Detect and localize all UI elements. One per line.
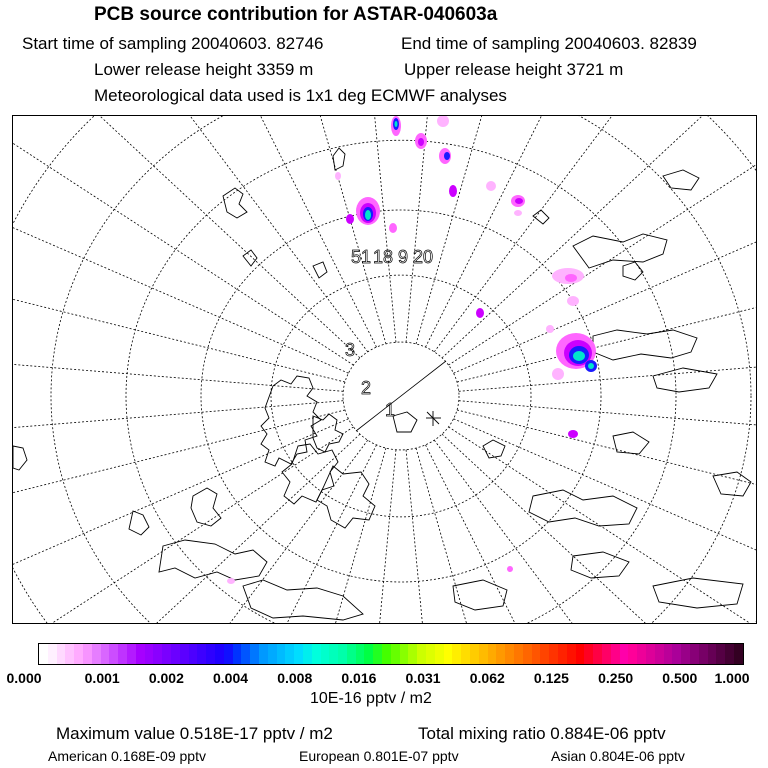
plume-patch — [449, 185, 457, 197]
colorbar-cell — [611, 644, 620, 664]
upper-release-height-label: Upper release height 3721 m — [404, 60, 624, 79]
plume-patch — [568, 430, 578, 438]
meridian-line — [426, 116, 756, 347]
colorbar-cell — [602, 644, 611, 664]
overlay-label: 18 — [373, 247, 394, 267]
colorbar-cell — [593, 644, 602, 664]
meridian-line — [21, 116, 377, 347]
colorbar-cell — [549, 644, 558, 664]
colorbar-cell — [83, 644, 92, 664]
end-time-label: End time of sampling 20040603. 82839 — [401, 34, 697, 53]
plume-patch — [335, 172, 341, 180]
colorbar-cell — [136, 644, 145, 664]
colorbar-cell — [285, 644, 294, 664]
meridian-line — [454, 116, 756, 373]
trajectory-lines — [426, 411, 441, 426]
colorbar-cell — [470, 644, 479, 664]
colorbar-cell — [215, 644, 224, 664]
colorbar-cell — [523, 644, 532, 664]
plume-patch — [546, 325, 554, 333]
colorbar-cell — [101, 644, 110, 664]
colorbar-cell — [699, 644, 708, 664]
colorbar-cell — [241, 644, 250, 664]
colorbar-cell — [356, 644, 365, 664]
lower-release-height-label: Lower release height 3359 m — [94, 60, 314, 79]
plume-patch — [486, 181, 496, 191]
colorbar-cell — [681, 644, 690, 664]
colorbar-tick-label: 1.000 — [714, 670, 750, 686]
colorbar-cell — [171, 644, 180, 664]
meridian-line — [457, 179, 756, 382]
colorbar-cell — [725, 644, 734, 664]
plume-patch — [567, 296, 579, 306]
plume-patch — [346, 214, 354, 224]
colorbar-cell — [162, 644, 171, 664]
colorbar-tick-label: 0.004 — [213, 670, 249, 686]
colorbar-cell — [277, 644, 286, 664]
meridian-line — [426, 445, 756, 623]
colorbar-tick-label: 0.001 — [84, 670, 120, 686]
map-canvas — [13, 116, 756, 623]
american-contribution-label: American 0.168E-09 pptv — [48, 748, 206, 764]
meridian-line — [459, 401, 756, 469]
colorbar-cell — [127, 644, 136, 664]
plume-patch — [418, 138, 424, 146]
colorbar-cell — [180, 644, 189, 664]
latitude-circle — [13, 116, 756, 623]
meridian-line — [449, 116, 756, 365]
plume-patch — [444, 152, 450, 160]
plume-patch — [476, 308, 484, 318]
plume-patch — [507, 566, 513, 572]
overlay-label: 20 — [413, 247, 434, 267]
plume-patch — [552, 368, 564, 380]
colorbar-cell — [690, 644, 699, 664]
colorbar-cell — [646, 644, 655, 664]
meridian-line — [13, 116, 348, 373]
colorbar-tick-label: 0.002 — [148, 670, 184, 686]
colorbar-tick-label: 0.008 — [277, 670, 313, 686]
overlay-label: 51 — [351, 247, 372, 267]
plume-patch — [514, 210, 522, 216]
colorbar-cell — [584, 644, 593, 664]
colorbar-cell — [734, 644, 743, 664]
colorbar-tick-label: 0.000 — [6, 670, 42, 686]
colorbar-cell — [338, 644, 347, 664]
meridian-line — [13, 116, 360, 358]
colorbar-cell — [558, 644, 567, 664]
meridian-line — [13, 410, 345, 613]
meridian-line — [323, 450, 396, 623]
colorbar-cell — [250, 644, 259, 664]
colorbar-cell — [391, 644, 400, 664]
colorbar-cell — [206, 644, 215, 664]
overlay-label: 2 — [361, 378, 372, 398]
plume-patch — [573, 351, 585, 361]
meteorological-data-label: Meteorological data used is 1x1 deg ECMWF analyses — [94, 86, 507, 105]
colorbar-cell — [637, 644, 646, 664]
colorbar-cell — [145, 644, 154, 664]
meridian-line — [323, 116, 396, 342]
colorbar-tick-label: 0.500 — [662, 670, 698, 686]
colorbar-cell — [189, 644, 198, 664]
colorbar-cell — [347, 644, 356, 664]
colorbar-cell — [364, 644, 373, 664]
map-overlay-labels — [345, 247, 433, 420]
colorbar-cell — [488, 644, 497, 664]
colorbar-tick-label: 0.062 — [469, 670, 505, 686]
colorbar-cell — [294, 644, 303, 664]
coastlines — [13, 148, 751, 620]
latitude-circle — [126, 140, 676, 623]
colorbar-cell — [655, 644, 664, 664]
latitude-circle — [51, 116, 751, 623]
colorbar-cell — [233, 644, 242, 664]
colorbar-cell — [400, 644, 409, 664]
meridian-line — [13, 419, 348, 623]
meridian-line — [13, 434, 360, 623]
colorbar-cell — [514, 644, 523, 664]
colorbar-tick-label: 0.016 — [341, 670, 377, 686]
colorbar-tick-label: 0.250 — [598, 670, 634, 686]
colorbar-cell — [417, 644, 426, 664]
colorbar-cell — [382, 644, 391, 664]
colorbar-cell — [567, 644, 576, 664]
colorbar-cell — [532, 644, 541, 664]
colorbar-cell — [57, 644, 66, 664]
meridian-line — [449, 427, 756, 623]
polar-map — [12, 115, 757, 624]
meridian-line — [21, 445, 377, 623]
colorbar-cell — [92, 644, 101, 664]
colorbar-cell — [48, 644, 57, 664]
plume-patch — [565, 274, 577, 282]
colorbar-cell — [65, 644, 74, 664]
colorbar-cell — [426, 644, 435, 664]
colorbar-cell — [74, 644, 83, 664]
colorbar-cell — [496, 644, 505, 664]
asian-contribution-label: Asian 0.804E-06 pptv — [551, 748, 685, 764]
plume-patch — [588, 363, 594, 369]
colorbar-cell — [672, 644, 681, 664]
meridian-line — [459, 323, 756, 391]
colorbar-cell — [373, 644, 382, 664]
meridian-line — [13, 116, 356, 365]
meridian-line — [442, 434, 756, 623]
colorbar-cell — [576, 644, 585, 664]
colorbar-cell — [540, 644, 549, 664]
plume-patch — [395, 121, 398, 127]
colorbar-tick-label: 0.125 — [533, 670, 569, 686]
graticule — [13, 116, 756, 623]
plume-patch — [389, 223, 397, 233]
meridian-line — [457, 410, 756, 613]
plume-patch — [437, 116, 449, 127]
colorbar-cell — [197, 644, 206, 664]
colorbar-cell — [109, 644, 118, 664]
colorbar-cell — [444, 644, 453, 664]
maximum-value-label: Maximum value 0.518E-17 pptv / m2 — [56, 724, 333, 743]
colorbar-cell — [268, 644, 277, 664]
colorbar-cell — [452, 644, 461, 664]
colorbar-cell — [224, 644, 233, 664]
total-mixing-ratio-label: Total mixing ratio 0.884E-06 pptv — [418, 724, 666, 743]
meridian-line — [13, 116, 368, 352]
colorbar-cell — [716, 644, 725, 664]
colorbar-cell — [321, 644, 330, 664]
overlay-label: 9 — [398, 247, 409, 267]
colorbar-units-label: 10E-16 pptv / m2 — [310, 690, 432, 707]
colorbar-cell — [628, 644, 637, 664]
colorbar-cell — [708, 644, 717, 664]
colorbar-cell — [505, 644, 514, 664]
colorbar-cell — [620, 644, 629, 664]
meridian-line — [416, 448, 634, 623]
colorbar-cell — [303, 644, 312, 664]
meridian-line — [168, 116, 386, 344]
overlay-label: 1 — [385, 400, 396, 420]
meridian-line — [168, 448, 386, 623]
colorbar-tick-label: 0.031 — [405, 670, 441, 686]
european-contribution-label: European 0.801E-07 pptv — [299, 748, 459, 764]
colorbar-cell — [408, 644, 417, 664]
colorbar-cell — [312, 644, 321, 664]
colorbar — [38, 643, 744, 665]
plume-patch — [227, 578, 235, 584]
colorbar-cell — [664, 644, 673, 664]
start-time-label: Start time of sampling 20040603. 82746 — [22, 34, 324, 53]
map-title: PCB source contribution for ASTAR-040603a — [94, 4, 498, 25]
colorbar-cell — [118, 644, 127, 664]
colorbar-cell — [39, 644, 48, 664]
meridian-line — [13, 440, 368, 623]
colorbar-cell — [153, 644, 162, 664]
overlay-label: 3 — [345, 340, 356, 360]
plume-patch — [365, 210, 371, 220]
meridian-line — [454, 419, 756, 623]
colorbar-cell — [479, 644, 488, 664]
colorbar-cell — [435, 644, 444, 664]
colorbar-cell — [329, 644, 338, 664]
plume-patch — [515, 198, 523, 204]
colorbar-cell — [461, 644, 470, 664]
colorbar-cell — [259, 644, 268, 664]
meridian-line — [406, 450, 479, 623]
latitude-circle — [13, 116, 756, 623]
meridian-line — [13, 179, 345, 382]
meridian-line — [13, 427, 353, 623]
